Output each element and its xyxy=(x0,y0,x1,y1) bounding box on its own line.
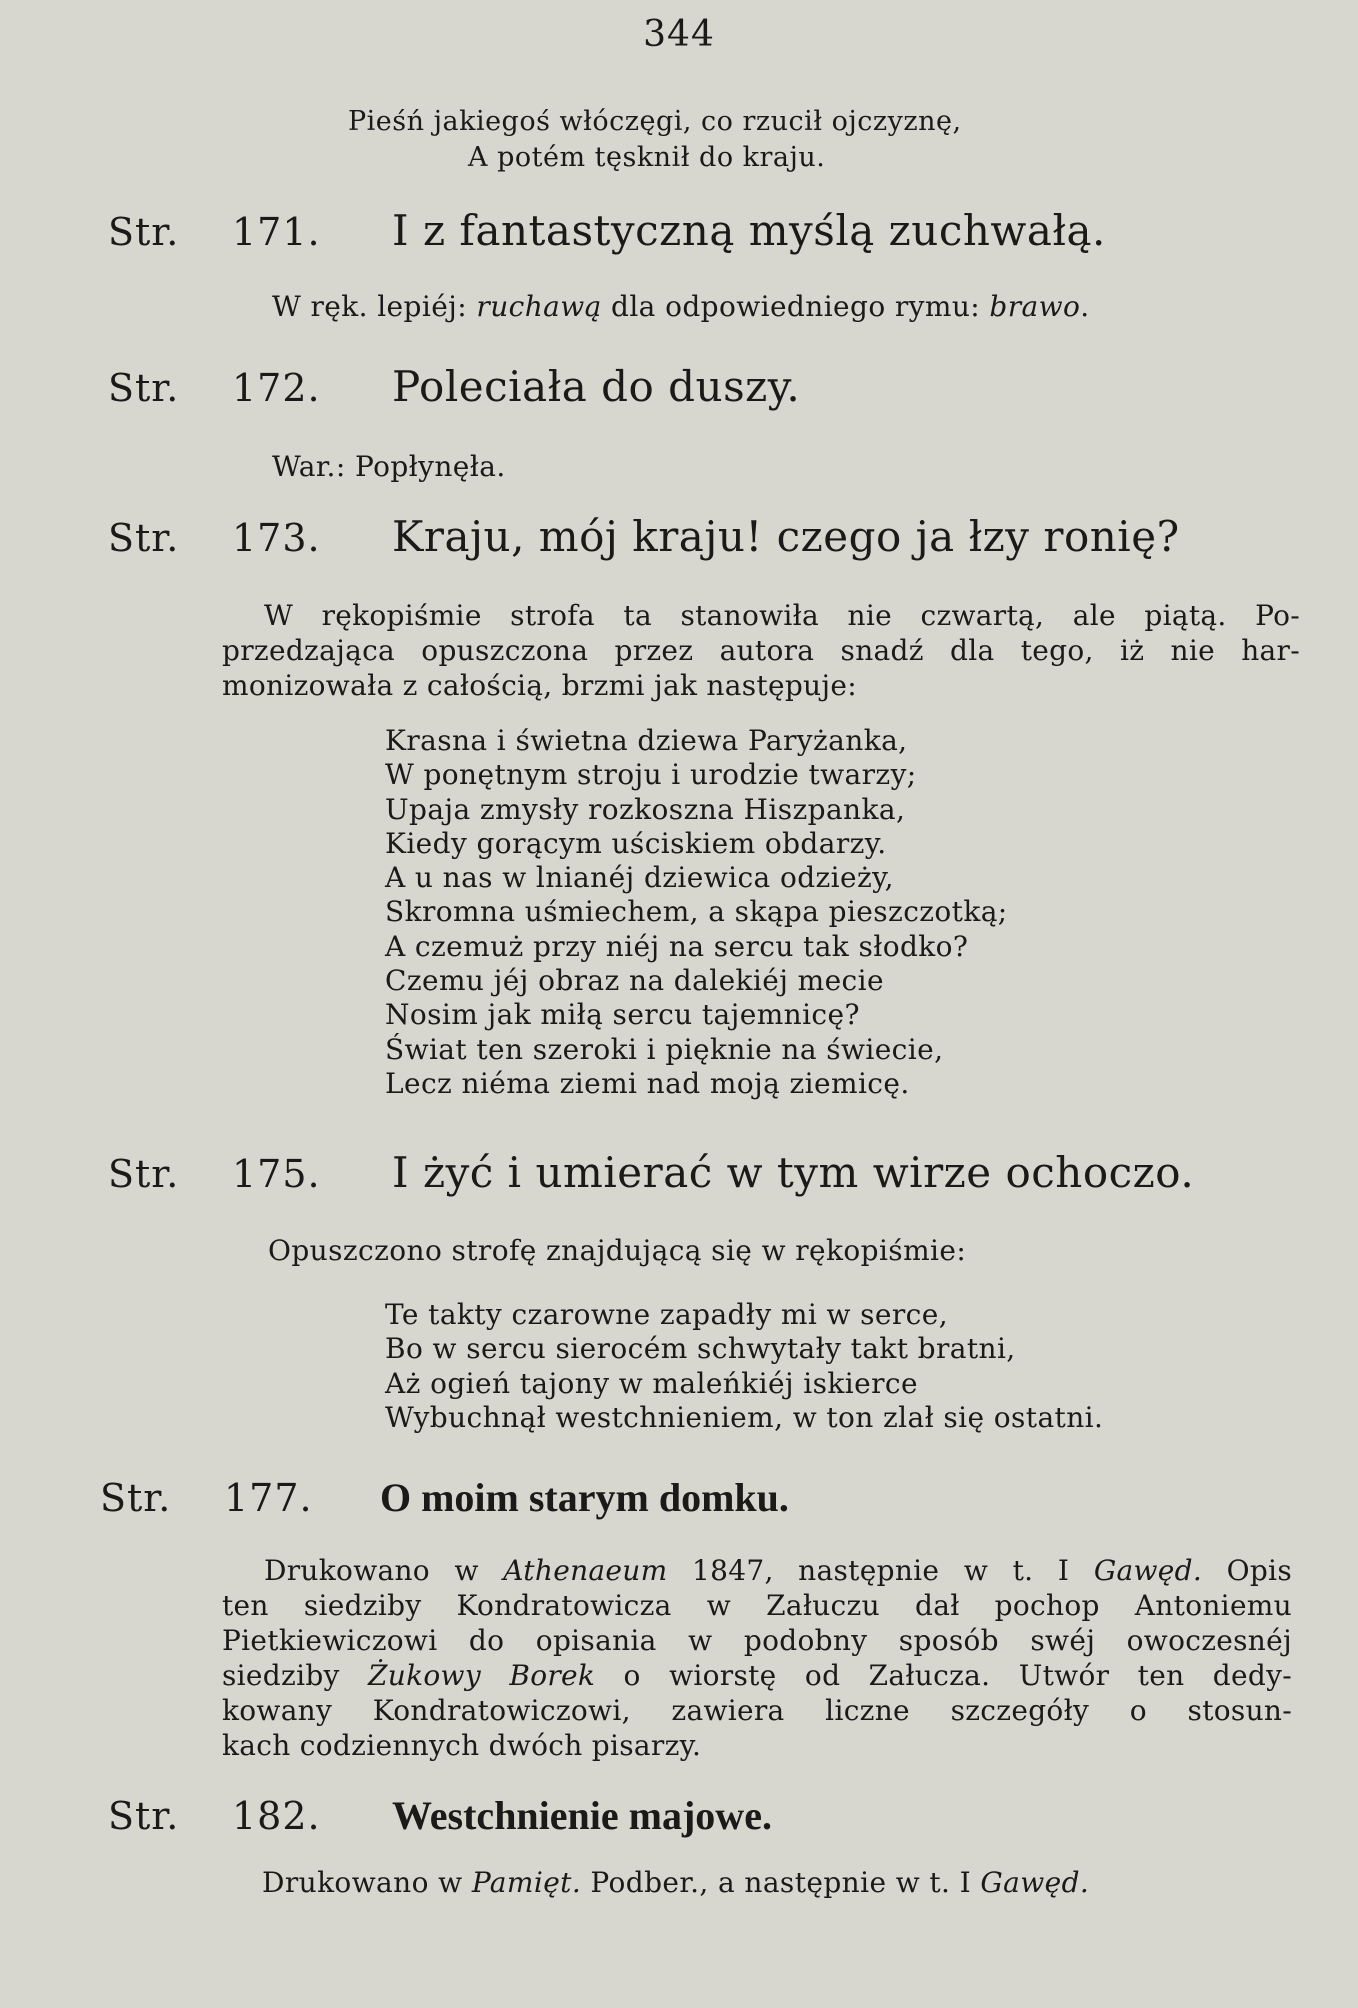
entry-title: Poleciała do duszy. xyxy=(392,362,801,411)
note-italic: Pamięt. xyxy=(471,1866,582,1899)
note-text: Podber., a następnie w t. I xyxy=(581,1866,981,1899)
note-175: Opuszczono strofę znajdującą się w rękopiśmie: xyxy=(268,1234,967,1267)
entry-173 xyxy=(108,512,1348,561)
entry-label: Str. xyxy=(108,366,180,410)
entry-label: Str. xyxy=(108,1152,180,1196)
paragraph-177 xyxy=(222,1553,1292,1763)
entry-175 xyxy=(108,1148,1348,1197)
entry-label: Str. xyxy=(100,1476,172,1520)
paragraph-line: siedziby Żukowy Borek o wiorstę od Załucza. Utwór ten dedy- xyxy=(222,1659,1292,1692)
note-text: W ręk. lepiéj: xyxy=(272,290,477,323)
entry-label: Str. xyxy=(108,210,180,254)
paragraph-line: Pietkiewiczowi do opisania w podobny sposób swéj owoczesnéj xyxy=(222,1624,1292,1657)
paragraph-line: kach codziennych dwóch pisarzy. xyxy=(222,1729,702,1762)
entry-172 xyxy=(108,362,1348,411)
note-172: War.: Popłynęła. xyxy=(272,450,506,483)
entry-page-number: 173. xyxy=(232,516,321,560)
entry-title: I żyć i umierać w tym wirze ochoczo. xyxy=(392,1148,1195,1197)
entry-title: O moim starym domku. xyxy=(380,1475,789,1520)
note-text: . xyxy=(1080,290,1090,323)
verse-line: Lecz niéma ziemi nad moją ziemicę. xyxy=(385,1066,910,1100)
note-text: Drukowano w xyxy=(262,1866,472,1899)
verse-175 xyxy=(385,1298,1103,1435)
entry-label: Str. xyxy=(108,516,180,560)
note-text: dla odpowiedniego rymu: xyxy=(601,290,990,323)
verse-line: Krasna i świetna dziewa Paryżanka, xyxy=(385,724,908,757)
verse-line: A u nas w lnianéj dziewica odzieży, xyxy=(385,861,894,895)
entry-title: Westchnienie majowe. xyxy=(392,1793,772,1838)
note-italic: Gawęd. xyxy=(980,1866,1090,1899)
entry-title: I z fantastyczną myślą zuchwałą. xyxy=(392,206,1106,255)
paragraph-line: monizowała z całością, brzmi jak następuje: xyxy=(222,669,857,702)
verse-line: Kiedy gorącym uściskiem obdarzy. xyxy=(385,826,887,860)
entry-page-number: 172. xyxy=(232,366,321,410)
verse-line: Wybuchnął westchnieniem, w ton zlał się ostatni. xyxy=(385,1400,1104,1434)
paragraph-173 xyxy=(222,598,1300,703)
paragraph-line: W rękopiśmie strofa ta stanowiła nie czwartą, ale piątą. Po- xyxy=(264,599,1300,632)
note-182 xyxy=(262,1866,1089,1899)
verse-line: W ponętnym stroju i urodzie twarzy; xyxy=(385,758,917,792)
entry-label: Str. xyxy=(108,1794,180,1838)
verse-line: A czemuż przy niéj na sercu tak słodko? xyxy=(385,929,969,963)
verse-line: Czemu jéj obraz na dalekiéj mecie xyxy=(385,964,884,998)
paragraph-line: przedzająca opuszczona przez autora snadź dla tego, iż nie har- xyxy=(222,634,1300,667)
entry-177 xyxy=(100,1474,1340,1521)
page-number: 344 xyxy=(643,14,715,55)
verse-line: Upaja zmysły rozkoszna Hiszpanka, xyxy=(385,792,906,826)
epigraph-line-1: Pieśń jakiegoś włóczęgi, co rzucił ojczyznę, xyxy=(348,106,962,137)
verse-line: Nosim jak miłą sercu tajemnicę? xyxy=(385,998,860,1032)
entry-page-number: 171. xyxy=(232,210,321,254)
entry-page-number: 177. xyxy=(224,1476,313,1520)
entry-182 xyxy=(108,1792,1348,1839)
paragraph-line: kowany Kondratowiczowi, zawiera liczne szczegóły o stosun- xyxy=(222,1694,1292,1727)
entry-page-number: 175. xyxy=(232,1152,321,1196)
paragraph-line: ten siedziby Kondratowicza w Załuczu dał pochop Antoniemu xyxy=(222,1589,1292,1622)
epigraph-line-2: A potém tęsknił do kraju. xyxy=(468,142,826,173)
entry-171 xyxy=(108,206,1348,255)
verse-line: Świat ten szeroki i pięknie na świecie, xyxy=(385,1032,944,1066)
paragraph-line: Drukowano w Athenaeum 1847, następnie w t. I Gawęd. Opis xyxy=(264,1554,1292,1587)
verse-line: Bo w sercu sierocém schwytały takt bratni, xyxy=(385,1332,1016,1366)
note-171 xyxy=(272,290,1090,323)
verse-line: Te takty czarowne zapadły mi w serce, xyxy=(385,1298,949,1331)
verse-line: Skromna uśmiechem, a skąpa pieszczotką; xyxy=(385,895,1008,929)
entry-page-number: 182. xyxy=(232,1794,321,1838)
note-italic: ruchawą xyxy=(476,290,602,323)
verse-173 xyxy=(385,724,1008,1101)
verse-line: Aż ogień tajony w maleńkiéj iskierce xyxy=(385,1366,918,1400)
note-italic: brawo xyxy=(989,290,1081,323)
entry-title: Kraju, mój kraju! czego ja łzy ronię? xyxy=(392,512,1180,561)
